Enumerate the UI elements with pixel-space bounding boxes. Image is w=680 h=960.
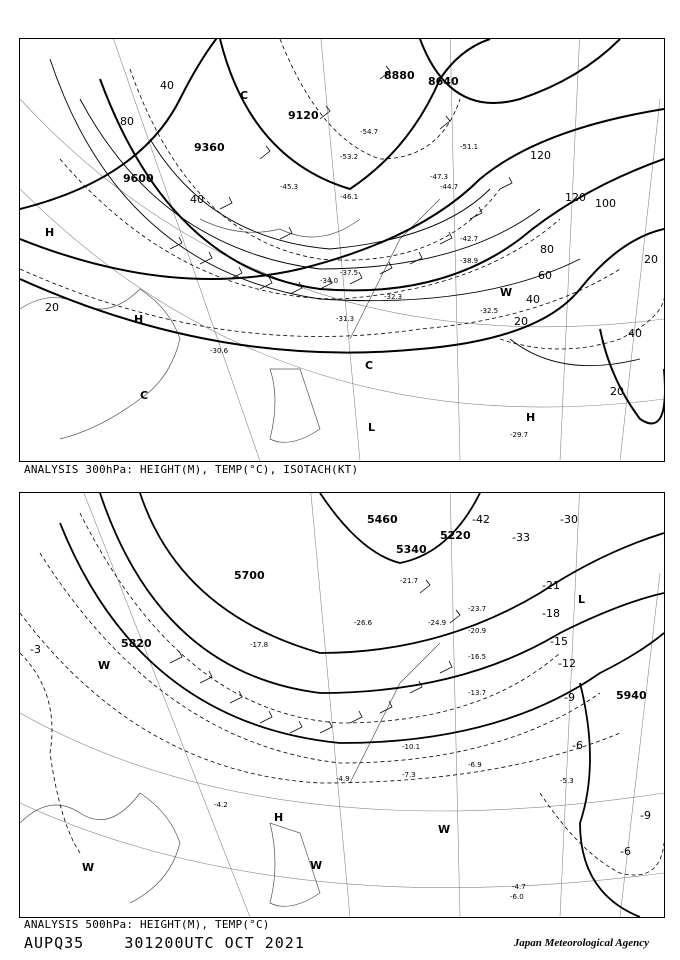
temp-contour-label: -15 (550, 635, 568, 648)
cold-center: C (365, 359, 374, 372)
temp-reading: -20.9 (468, 627, 487, 635)
temp-reading: -45.3 (280, 183, 299, 191)
high-center: H (134, 313, 144, 326)
warm-center: W (438, 823, 451, 836)
high-center: H (526, 411, 536, 424)
chart-code: AUPQ35 (24, 934, 85, 952)
height-label-9120: 9120 (288, 109, 319, 122)
temp-reading: -44.7 (440, 183, 459, 191)
temp-reading: -24.9 (428, 619, 447, 627)
wind-barbs (170, 580, 460, 733)
temp-reading: -37.5 (340, 269, 359, 277)
isotach-label: 80 (540, 243, 554, 256)
graticule (20, 493, 664, 917)
isotach-label: 20 (514, 315, 528, 328)
height-label-5220: 5220 (440, 529, 471, 542)
isotach-label: 40 (190, 193, 204, 206)
isotach-label: 100 (595, 197, 616, 210)
height-label-8880: 8880 (384, 69, 415, 82)
low-center: L (578, 593, 586, 606)
agency-credit: Japan Meteorological Agency (513, 937, 649, 949)
graticule (20, 39, 664, 461)
temp-reading: -4.2 (214, 801, 228, 809)
warm-center: W (500, 286, 513, 299)
warm-center: W (82, 861, 95, 874)
temp-reading: -32.5 (480, 307, 499, 315)
height-label-5820: 5820 (121, 637, 152, 650)
temp-reading: -16.5 (468, 653, 487, 661)
temp-reading: -10.1 (402, 743, 421, 751)
map-300hpa-canvas (20, 39, 664, 461)
temp-contour-label: -6 (572, 739, 583, 752)
warm-center: W (310, 859, 323, 872)
temp-reading: -34.0 (320, 277, 339, 285)
temp-reading: -21.7 (400, 577, 419, 585)
temp-reading: -54.7 (360, 128, 379, 136)
isotach-label: 40 (526, 293, 540, 306)
isotach-label: 80 (120, 115, 134, 128)
temp-contour-label: -6 (620, 845, 631, 858)
height-label-5700: 5700 (234, 569, 265, 582)
temp-reading: -13.7 (468, 689, 487, 697)
height-label-5460: 5460 (367, 513, 398, 526)
cold-center: C (140, 389, 149, 402)
isotach-label: 120 (565, 191, 586, 204)
temp-contour-label: -30 (560, 513, 578, 526)
temp-reading: -6.9 (468, 761, 482, 769)
temp-reading: -6.0 (510, 893, 524, 901)
isotach-label: 20 (610, 385, 624, 398)
temp-reading: -30.6 (210, 347, 229, 355)
temp-reading: -42.7 (460, 235, 479, 243)
high-center: H (45, 226, 55, 239)
map-500hpa-canvas (20, 493, 664, 917)
temp-reading: -7.3 (402, 771, 416, 779)
chart-identifier (24, 934, 305, 952)
temp-contour-label: -18 (542, 607, 560, 620)
temp-reading: -53.2 (340, 153, 359, 161)
isotach-label: 40 (160, 79, 174, 92)
temp-reading: -51.1 (460, 143, 479, 151)
temp-reading: -4.7 (512, 883, 526, 891)
temp-reading: -38.9 (460, 257, 479, 265)
panel-caption-300hpa: ANALYSIS 300hPa: HEIGHT(M), TEMP(°C), ISOTACH(KT) (24, 463, 359, 476)
analysis-300hpa-map (19, 38, 665, 462)
temp-contour-label: -33 (512, 531, 530, 544)
warm-center: W (98, 659, 111, 672)
temp-reading: -4.9 (336, 775, 350, 783)
chart-datetime: 301200UTC OCT 2021 (124, 934, 305, 952)
height-label-8640: 8640 (428, 75, 459, 88)
temp-contour-label: -42 (472, 513, 490, 526)
analysis-500hpa-map (19, 492, 665, 918)
panel-caption-500hpa: ANALYSIS 500hPa: HEIGHT(M), TEMP(°C) (24, 918, 270, 931)
temp-reading: -26.6 (354, 619, 373, 627)
height-contours (20, 39, 664, 423)
temp-contour-label: -12 (558, 657, 576, 670)
isotach-label: 60 (538, 269, 552, 282)
height-label-9360: 9360 (194, 141, 225, 154)
temp-reading: -17.8 (250, 641, 269, 649)
temp-reading: -32.3 (384, 293, 403, 301)
isotach-label: 20 (45, 301, 59, 314)
high-center: H (274, 811, 284, 824)
temp-contour-label: -3 (30, 643, 41, 656)
temp-reading: -31.3 (336, 315, 355, 323)
height-label-5940: 5940 (616, 689, 647, 702)
height-label-5340: 5340 (396, 543, 427, 556)
coastlines (20, 199, 440, 442)
temp-reading: -29.7 (510, 431, 529, 439)
low-center: L (368, 421, 376, 434)
cold-center: C (240, 89, 249, 102)
height-label-9600: 9600 (123, 172, 154, 185)
temp-reading: -23.7 (468, 605, 487, 613)
temp-contour-label: -9 (564, 691, 575, 704)
temp-reading: -47.3 (430, 173, 449, 181)
isotach-label: 120 (530, 149, 551, 162)
isotach-label: 40 (628, 327, 642, 340)
temp-reading: -46.1 (340, 193, 359, 201)
temp-contour-label: -21 (542, 579, 560, 592)
temp-contour-label: -9 (640, 809, 651, 822)
isotach-label: 20 (644, 253, 658, 266)
temp-reading: -5.3 (560, 777, 574, 785)
height-contours (60, 493, 664, 917)
